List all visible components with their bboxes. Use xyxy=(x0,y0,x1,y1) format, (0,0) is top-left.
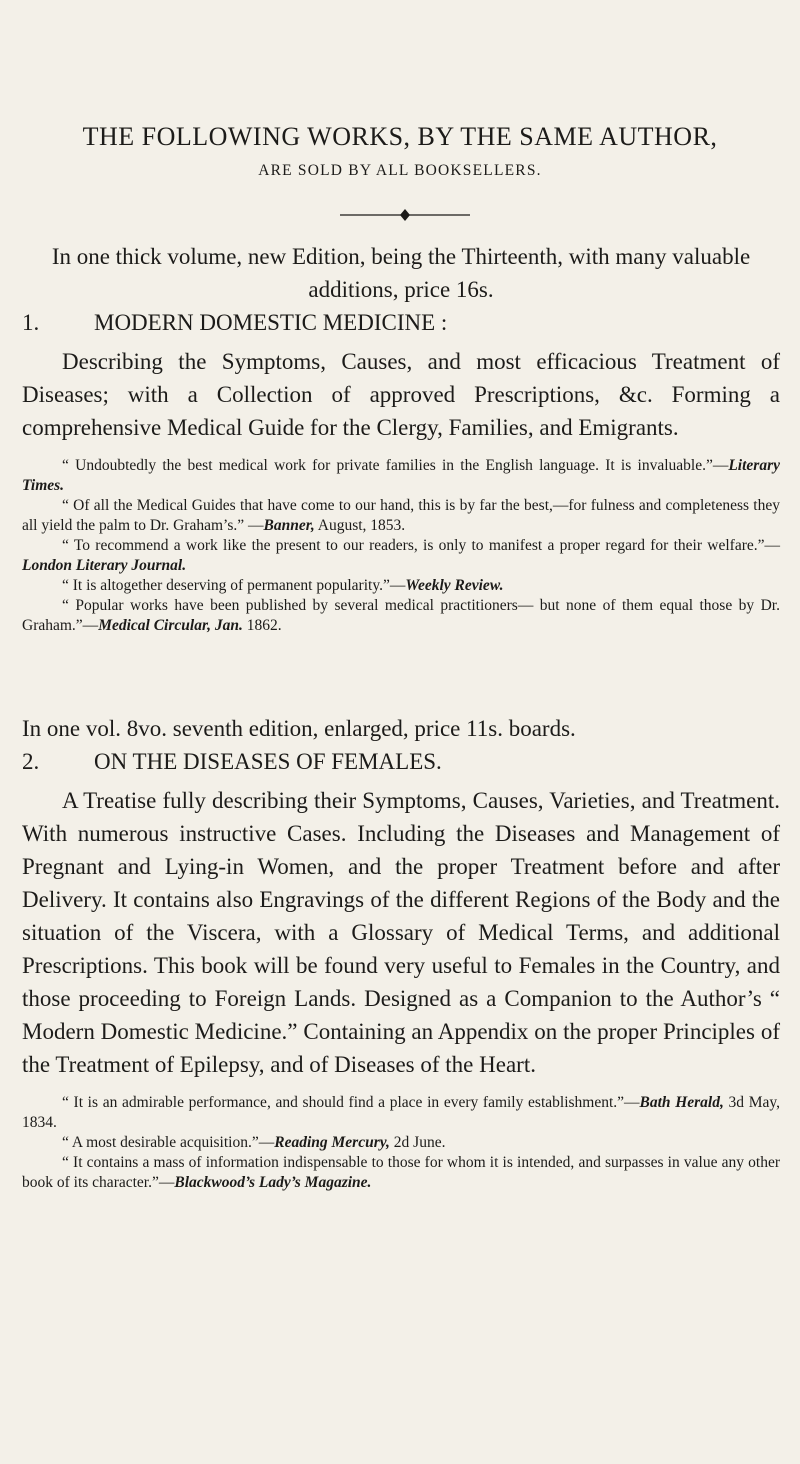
review-item: “ It is an admirable performance, and should find a place in every family establishment.”—Bath Herald, 3d May, 1834. xyxy=(22,1094,780,1131)
work-1-title-line xyxy=(22,306,780,339)
review-item: “ Popular works have been published by several medical practitioners— but none of them equal those by Dr. Graham.”—Medical Circular, Jan. 1862. xyxy=(22,597,780,634)
work-1-reviews xyxy=(22,456,780,636)
work-2-edition: In one vol. 8vo. seventh edition, enlarged, price 11s. boards. xyxy=(22,716,576,741)
review-item: “ To recommend a work like the present to our readers, is only to manifest a proper regard for their welfare.”—London Literary Journal. xyxy=(22,537,780,574)
work-2-title: ON THE DISEASES OF FEMALES. xyxy=(94,749,442,774)
work-1-number: 1. xyxy=(22,310,40,335)
divider-ornament xyxy=(340,208,470,222)
review-item: “ It contains a mass of information indispensable to those for whom it is intended, and surpasses in value any other book of its character.”—Blackwood’s Lady’s Magazine. xyxy=(22,1154,780,1191)
work-2-title-line xyxy=(22,745,780,778)
work-2-description: A Treatise fully describing their Symptoms, Causes, Varieties, and Treatment. With numerous instructive Cases. Including the Diseases and Management of Pregnant and Lying-in Women, and the proper Treatment before and after Delivery. It contains also Engravings of the different Regions of the Body and the situation of the Viscera, with a Glossary of Medical Terms, and additional Prescriptions. This book will be found very useful to Females in the Country, and those proceeding to Foreign Lands. Designed as a Companion to the Author’s “ Modern Domestic Medicine.” Containing an Appendix on the proper Principles of the Treatment of Epilepsy, and of Diseases of the Heart. xyxy=(22,788,780,1077)
work-entry-1 xyxy=(22,240,780,636)
review-item: “ Undoubtedly the best medical work for private families in the English language. It is invaluable.”—Literary Times. xyxy=(22,457,780,494)
review-item: “ It is altogether deserving of permanent popularity.”—Weekly Review. xyxy=(62,577,504,594)
work-1-edition: In one thick volume, new Edition, being the Thirteenth, with many valuable additions, price 16s. xyxy=(51,244,751,302)
review-item: “ A most desirable acquisition.”—Reading Mercury, 2d June. xyxy=(62,1134,446,1151)
page-heading: THE FOLLOWING WORKS, BY THE SAME AUTHOR, xyxy=(82,122,718,151)
page-subheading: ARE SOLD BY ALL BOOKSELLERS. xyxy=(258,162,542,179)
work-2-number: 2. xyxy=(22,749,40,774)
work-entry-2 xyxy=(22,712,780,1193)
work-1-description: Describing the Symptoms, Causes, and most efficacious Treatment of Diseases; with a Collection of approved Prescriptions, &c. Forming a comprehensive Medical Guide for the Clergy, Families, and Emigrants. xyxy=(22,349,780,440)
work-2-reviews xyxy=(22,1093,780,1193)
work-1-title: MODERN DOMESTIC MEDICINE : xyxy=(94,310,448,335)
review-item: “ Of all the Medical Guides that have come to our hand, this is by far the best,—for fulness and completeness they all yield the palm to Dr. Graham’s.” —Banner, August, 1853. xyxy=(22,497,780,534)
